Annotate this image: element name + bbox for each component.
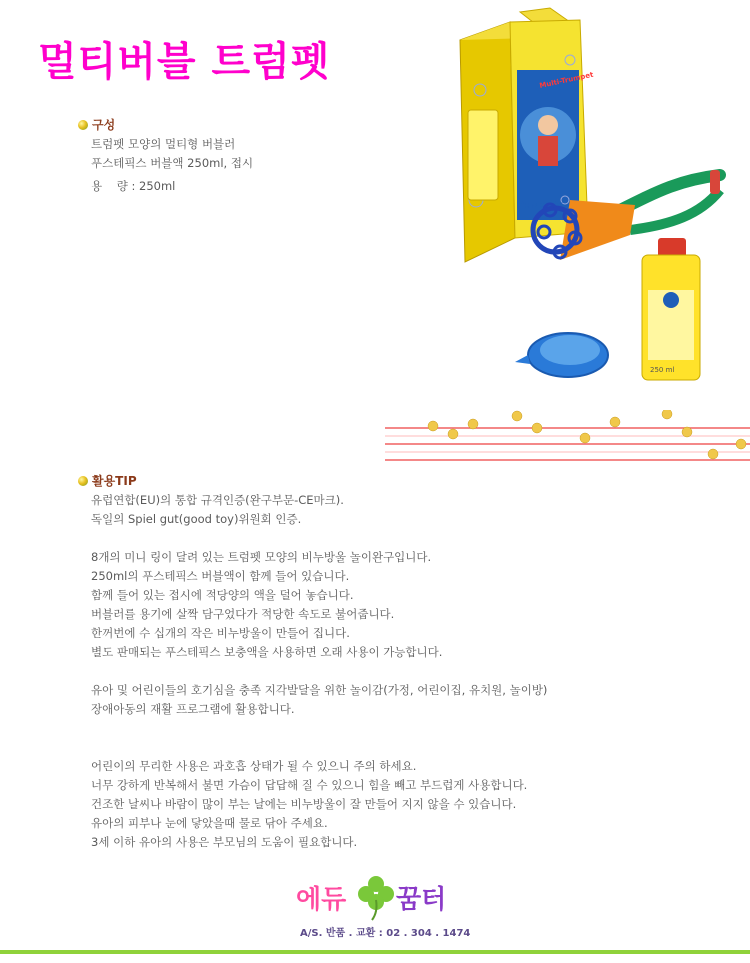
usage-line: 250ml의 푸스테픽스 버블액이 함께 들어 있습니다. <box>91 569 350 583</box>
cert-line: 유럽연합(EU)의 통합 규격인증(완구부문-CE마크). <box>91 493 344 507</box>
music-staff-decoration <box>385 410 750 466</box>
composition-line: 푸스테픽스 버블액 250ml, 접시 <box>91 156 254 170</box>
cert-line: 독일의 Spiel gut(good toy)위원회 인증. <box>91 512 302 526</box>
box-label: Pustefix <box>517 200 563 211</box>
usage-line: 함께 들어 있는 접시에 적당양의 액을 덜어 놓습니다. <box>91 588 354 602</box>
bottle-label: 250 ml <box>650 366 675 374</box>
composition-heading-label: 구성 <box>92 118 116 132</box>
tips-heading-label: 활용TIP <box>92 474 137 488</box>
usage-line: 버블러를 용기에 살짝 담구었다가 적당한 속도로 불어줍니다. <box>91 607 395 621</box>
edu-kkumteo-logo <box>294 870 464 922</box>
target-line: 장애아동의 재활 프로그램에 활용합니다. <box>91 702 295 716</box>
product-image <box>420 0 750 400</box>
bullet-icon <box>78 476 88 486</box>
caution-line: 건조한 날씨나 바람이 많이 부는 날에는 비누방울이 잘 만들어 지지 않을 수 있습니다. <box>91 797 517 811</box>
as-contact-text: A/S. 반품 . 교환 : 02 . 304 . 1474 <box>300 928 471 939</box>
usage-line: 8개의 미니 링이 달려 있는 트럼펫 모양의 비누방울 놀이완구입니다. <box>91 550 432 564</box>
clover-icon <box>358 876 394 920</box>
tips-text <box>91 491 547 852</box>
caution-line: 어린이의 무리한 사용은 과호흡 상태가 될 수 있으니 주의 하세요. <box>91 759 417 773</box>
logo-text-right: 꿈터 <box>396 885 447 915</box>
target-line: 유아 및 어린이들의 호기심을 충족 지각발달을 위한 놀이감(가정, 어린이집, 유치원, 놀이방) <box>91 683 548 697</box>
composition-line: 트럼펫 모양의 멀티형 버블러 <box>91 137 236 151</box>
usage-line: 한꺼번에 수 십개의 작은 비누방울이 만들어 집니다. <box>91 626 350 640</box>
caution-line: 유아의 피부나 눈에 닿았을때 물로 닦아 주세요. <box>91 816 328 830</box>
bullet-icon <box>78 120 88 130</box>
usage-line: 별도 판매되는 푸스테픽스 보충액을 사용하면 오래 사용이 가능합니다. <box>91 645 443 659</box>
composition-heading <box>78 116 115 133</box>
box-sublabel: Multi-Trumpet <box>538 70 595 90</box>
page-title: 멀티버블 트럼펫 <box>38 39 331 85</box>
caution-line: 3세 이하 유아의 사용은 부모님의 도움이 필요합니다. <box>91 835 358 849</box>
logo-text-left: 에듀 <box>296 885 347 915</box>
tips-heading <box>78 472 137 489</box>
caution-line: 너무 강하게 반복해서 불면 가슴이 답답해 질 수 있으니 힘을 빼고 부드럽게 사용합니다. <box>91 778 528 792</box>
capacity-line: 용 량 : 250ml <box>91 179 176 193</box>
footer-divider <box>0 950 750 954</box>
composition-text <box>91 135 253 196</box>
